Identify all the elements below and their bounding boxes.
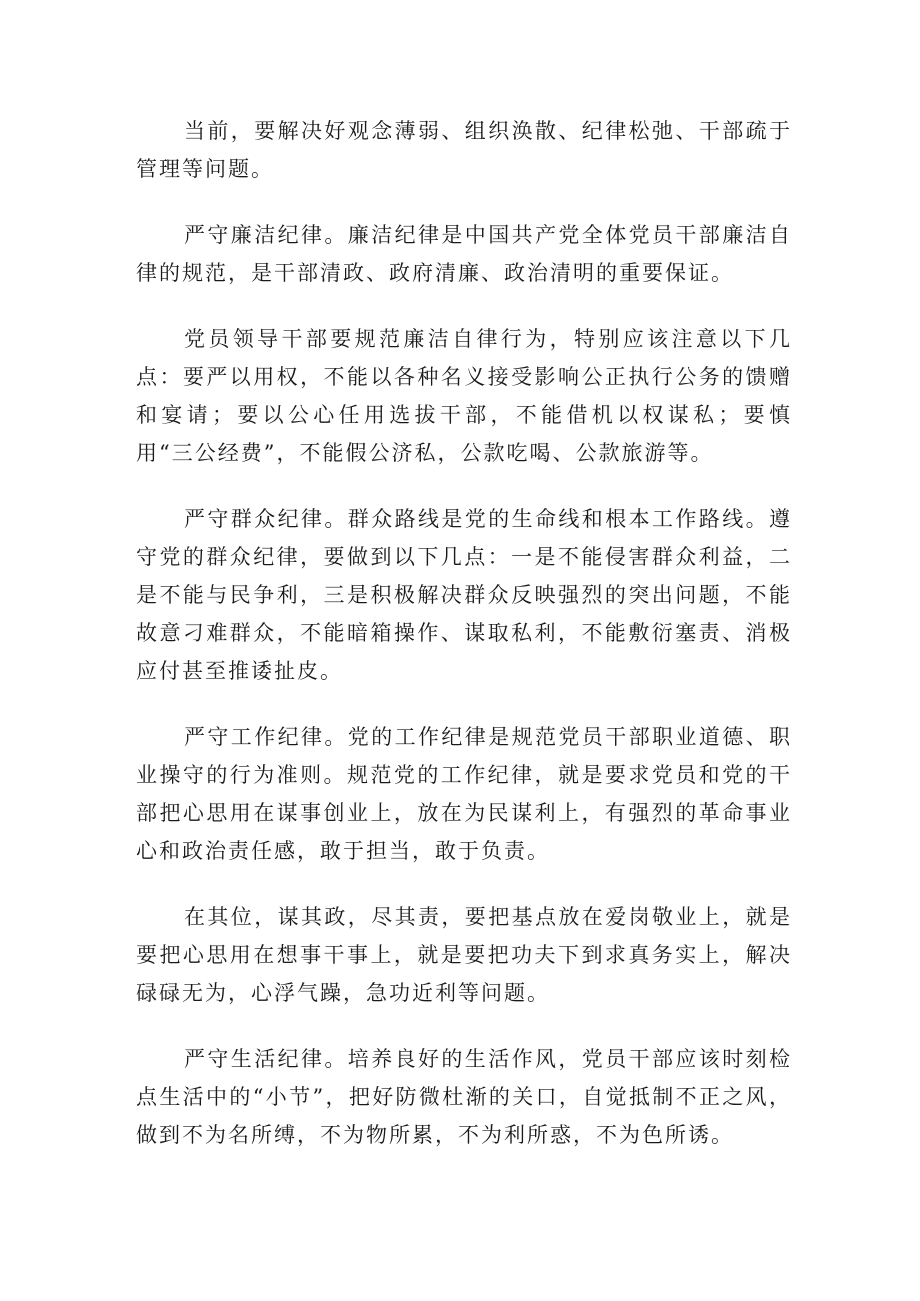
paragraph-3: 党员领导干部要规范廉洁自律行为，特别应该注意以下几点：要严以用权，不能以各种名义接受影响公正执行公务的馈赠和宴请；要以公心任用选拔干部，不能借机以权谋私；要慎用“三公经费”，不能假公济私，公款吃喝、公款旅游等。 [136, 327, 792, 465]
paragraph-6: 在其位，谋其政，尽其责，要把基点放在爱岗敬业上，就是要把心思用在想事干事上，就是要把功夫下到求真务实上，解决碌碌无为，心浮气躁，急功近利等问题。 [136, 905, 792, 1005]
paragraph-5: 严守工作纪律。党的工作纪律是规范党员干部职业道德、职业操守的行为准则。规范党的工作纪律，就是要求党员和党的干部把心思用在谋事创业上，放在为民谋利上，有强烈的革命事业心和政治责任感，敢于担当，敢于负责。 [136, 725, 792, 863]
paragraph-1: 当前，要解决好观念薄弱、组织涣散、纪律松弛、干部疏于管理等问题。 [136, 119, 792, 181]
paragraph-2: 严守廉洁纪律。廉洁纪律是中国共产党全体党员干部廉洁自律的规范，是干部清政、政府清廉、政治清明的重要保证。 [136, 223, 792, 285]
document-body [136, 112, 792, 1182]
paragraph-4: 严守群众纪律。群众路线是党的生命线和根本工作路线。遵守党的群众纪律，要做到以下几点：一是不能侵害群众利益，二是不能与民争利，三是积极解决群众反映强烈的突出问题，不能故意刁难群众，不能暗箱操作、谋取私利，不能敷衍塞责、消极应付甚至推诿扯皮。 [136, 507, 792, 683]
paragraph-7: 严守生活纪律。培养良好的生活作风，党员干部应该时刻检点生活中的“小节”，把好防微杜渐的关口，自觉抵制不正之风，做到不为名所缚，不为物所累，不为利所惑，不为色所诱。 [136, 1047, 792, 1147]
